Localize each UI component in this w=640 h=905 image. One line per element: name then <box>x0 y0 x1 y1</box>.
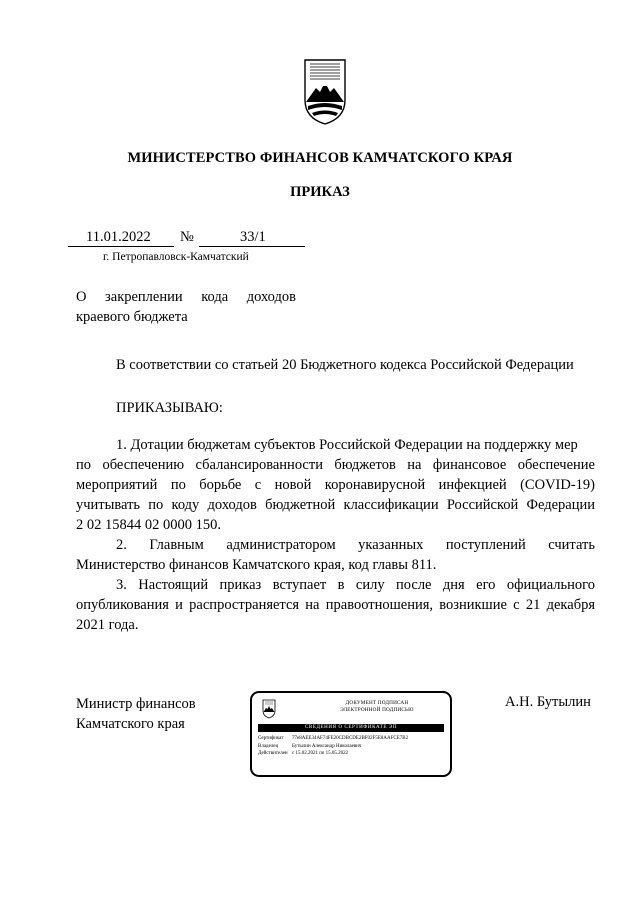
item-1 <box>76 435 595 535</box>
order-word: ПРИКАЗЫВАЮ: <box>116 400 223 416</box>
item-2 <box>76 535 595 575</box>
intro-paragraph: В соответствии со статьей 20 Бюджетного кодекса Российской Федерации <box>116 357 574 373</box>
electronic-signature-stamp <box>250 691 452 777</box>
stamp-certificate-bar: СВЕДЕНИЯ О СЕРТИФИКАТЕ ЭП <box>258 724 444 732</box>
kamchatka-coat-of-arms-icon <box>302 58 348 126</box>
stamp-coat-of-arms-icon <box>262 699 276 719</box>
date-underline <box>68 246 174 247</box>
item-3-line: опубликования и распространяется на правоотношения, возникшие с 21 декабря <box>76 597 595 613</box>
item-3-line: 2021 года. <box>76 617 139 633</box>
order-subject <box>76 287 296 327</box>
signer-name: А.Н. Бутылин <box>505 694 591 710</box>
item-3-line: 3. Настоящий приказ вступает в силу после дня его официального <box>116 577 595 593</box>
item-2-word: поступлений <box>445 537 526 553</box>
item-2-line: Министерство финансов Камчатского края, код главы 811. <box>76 557 437 573</box>
stamp-row-certificate: Сертификат 77e8AEE34AF74FE20CDBCDE2BF02F5E8AAFCE7B2 <box>258 736 409 741</box>
item-1-line: мероприятий по борьбе с новой коронавирусной инфекцией (COVID-19) <box>76 477 595 493</box>
ministry-name: МИНИСТЕРСТВО ФИНАНСОВ КАМЧАТСКОГО КРАЯ <box>127 150 513 166</box>
item-2-word: 2. <box>116 537 127 553</box>
item-1-line: 2 02 15844 02 0000 150. <box>76 517 221 533</box>
document-type: ПРИКАЗ <box>290 184 350 200</box>
subject-word: кода <box>201 289 229 305</box>
item-2-word: Главным <box>149 537 204 553</box>
item-2-word: указанных <box>358 537 424 553</box>
city: г. Петропавловск-Камчатский <box>103 251 249 263</box>
signer-position: Министр финансов Камчатского края <box>76 696 196 732</box>
number-sign: № <box>180 229 194 245</box>
item-1-line: по обеспечению сбалансированности бюджетов на финансовое обеспечение <box>76 457 595 473</box>
order-number: 33/1 <box>240 229 266 245</box>
item-2-word: администратором <box>226 537 336 553</box>
subject-word: О <box>76 289 87 305</box>
item-1-line: учитывать по коду доходов бюджетной классификации Российской Федерации <box>76 497 595 513</box>
subject-line-2: краевого бюджета <box>76 309 188 325</box>
subject-word: закреплении <box>105 289 183 305</box>
item-3 <box>76 575 595 635</box>
stamp-row-validity: Действителен с 15.02.2021 по 15.05.2022 <box>258 751 349 756</box>
subject-word: доходов <box>246 289 296 305</box>
order-date: 11.01.2022 <box>86 229 151 245</box>
number-underline <box>199 246 305 247</box>
item-1-line: 1. Дотации бюджетам субъектов Российской Федерации на поддержку мер <box>116 437 578 453</box>
stamp-details <box>258 735 408 758</box>
stamp-row-owner: Владелец Бутылин Александр Николаевич <box>258 743 362 749</box>
stamp-title: ДОКУМЕНТ ПОДПИСАН ЭЛЕКТРОННОЙ ПОДПИСЬЮ <box>340 700 414 713</box>
item-2-word: считать <box>548 537 595 553</box>
